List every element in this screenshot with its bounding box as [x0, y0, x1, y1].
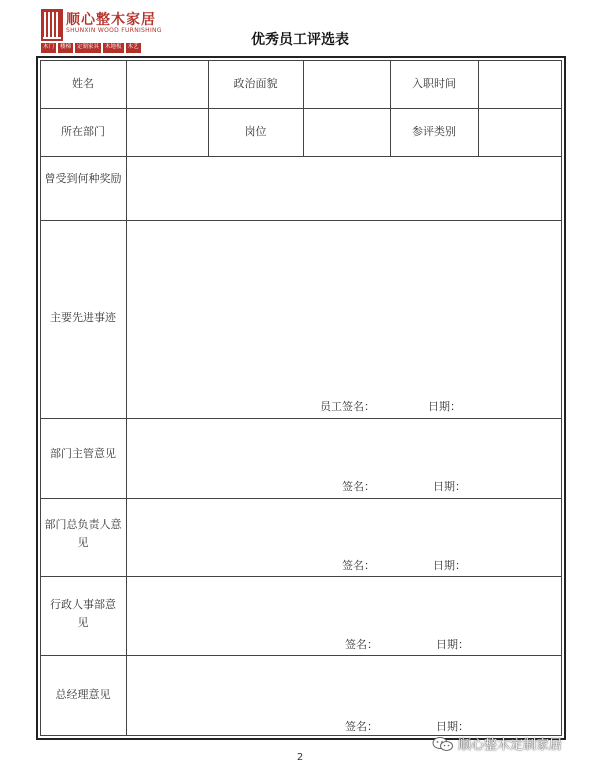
brand-tag: 木艺 [126, 43, 141, 53]
form-title: 优秀员工评选表 [251, 32, 349, 48]
brand-tag: 楼梯 [58, 43, 73, 53]
category-label: 参评类别 [412, 125, 456, 138]
signature-label: 签名： [342, 480, 375, 493]
dept-manager-opinion-label: 部门主管意见 [50, 447, 116, 460]
position-label: 岗位 [244, 125, 267, 138]
signature-label: 签名： [345, 638, 378, 651]
date-label: 日期： [436, 720, 469, 733]
admin-hr-opinion-field[interactable] [127, 577, 561, 632]
date-label: 日期： [428, 400, 461, 413]
signature-label: 签名： [345, 720, 378, 733]
brand-tag: 木门 [41, 43, 56, 53]
political-status-field[interactable] [304, 61, 389, 107]
general-manager-opinion-label: 总经理意见 [55, 688, 111, 701]
awards-label: 曾受到何种奖励 [44, 172, 122, 185]
watermark-text: 顺心整木定制家居 [458, 738, 563, 753]
position-field[interactable] [304, 109, 389, 155]
brand-name-en: SHUNXIN WOOD FURNISHING [66, 27, 162, 34]
deeds-field[interactable] [127, 221, 561, 397]
admin-hr-opinion-label: 行政人事部意见 [50, 598, 116, 629]
watermark [432, 734, 562, 753]
department-label: 所在部门 [61, 125, 105, 138]
brand-name: 顺心整木家居 [66, 12, 156, 28]
date-label: 日期： [436, 638, 469, 651]
awards-field[interactable] [127, 157, 561, 219]
wechat-icon [432, 736, 454, 752]
dept-manager-opinion-field[interactable] [127, 419, 561, 475]
department-field[interactable] [127, 109, 207, 155]
name-label: 姓名 [72, 77, 94, 90]
general-manager-opinion-field[interactable] [127, 656, 561, 712]
deeds-label: 主要先进事迹 [50, 311, 116, 324]
dept-head-opinion-label: 部门总负责人意见 [44, 518, 122, 549]
date-label: 日期： [433, 559, 466, 572]
signature-label: 签名： [342, 559, 375, 572]
dept-head-opinion-field[interactable] [127, 499, 561, 553]
page-number: 2 [296, 752, 304, 763]
name-field[interactable] [127, 61, 207, 107]
employee-signature-label: 员工签名： [320, 400, 375, 413]
join-date-field[interactable] [479, 61, 561, 107]
brand-tag: 木地板 [103, 43, 124, 53]
political-status-label: 政治面貌 [233, 77, 278, 90]
date-label: 日期： [433, 480, 466, 493]
join-date-label: 入职时间 [412, 77, 456, 90]
brand-tag: 定制家具 [75, 43, 101, 53]
category-field[interactable] [479, 109, 561, 155]
